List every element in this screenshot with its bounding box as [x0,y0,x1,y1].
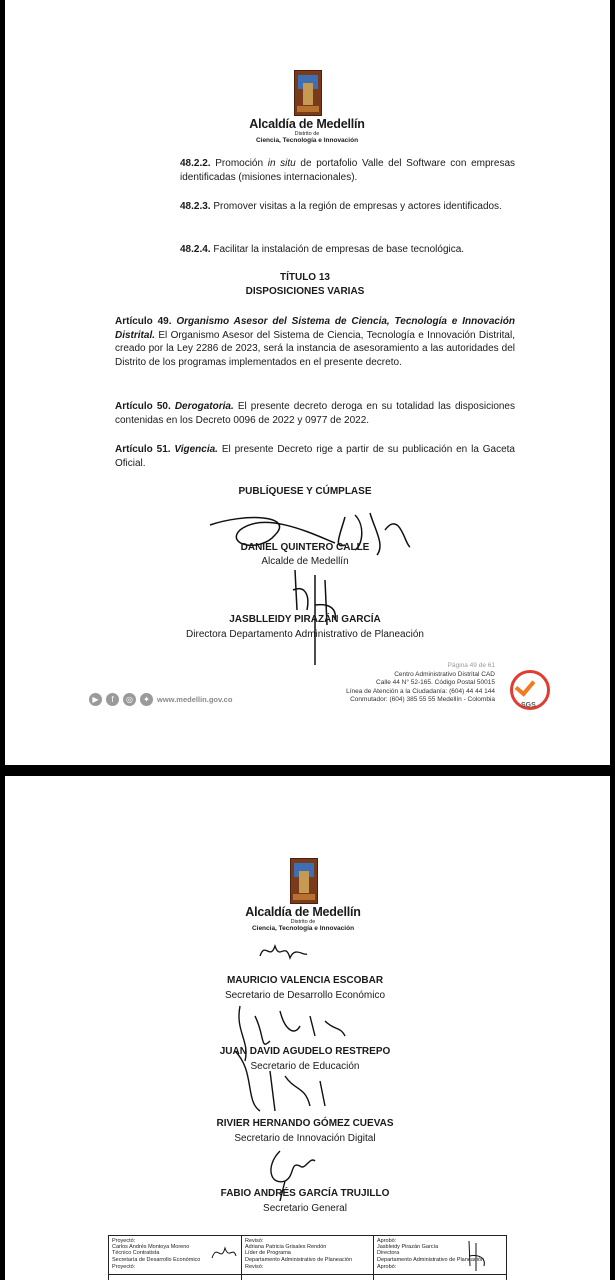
page-number: Página 49 de 61 [447,662,495,669]
letterhead-district-name: Ciencia, Tecnología e Innovación [255,137,359,144]
instagram-icon[interactable]: ◎ [123,693,136,706]
approval-approved: Aprobó: Jasbleidy Pirazán García Directora Departamento Administrativo de Planeación Aprobó: [373,1236,505,1280]
article-51: Artículo 51. Vigencia. El presente Decreto rige a partir de su publicación en la Gaceta Oficial. [115,444,515,469]
document-page-50 [5,776,610,1280]
signer-general-secretary: FABIO ANDRÉS GARCÍA TRUJILLO Secretario General [220,1188,390,1214]
facebook-icon[interactable]: f [106,693,119,706]
youtube-icon[interactable]: ▶ [89,693,102,706]
signer-digital-innovation-secretary: RIVIER HERNANDO GÓMEZ CUEVAS Secretario de Innovación Digital [216,1118,394,1144]
section-title: TÍTULO 13 DISPOSICIONES VARIAS [245,272,365,297]
sgs-label: SGS [521,702,536,709]
twitter-icon[interactable]: ✦ [140,693,153,706]
letterhead: Alcaldía de Medellín Distrito de Ciencia, Tecnología e Innovación [245,905,361,932]
website-link[interactable]: www.medellin.gov.co [157,695,233,704]
item-48-2-4: 48.2.4. Facilitar la instalación de empresas de base tecnológica. [180,244,465,255]
article-49: Artículo 49. Organismo Asesor del Sistema de Ciencia, Tecnología e Innovación Distrital. El Organismo Asesor del Sistema de Ciencia, Tecnología e Innovación Distrital, creado por la Ley 2286 de 2023, será la instancia de asesoramiento a las autoridades del Distrito de los programas implementados en el presente decreto. [115,316,515,368]
item-48-2-2: 48.2.2. Promoción in situ de portafolio Valle del Software con empresas identificadas (misiones internacionales). [180,158,516,183]
approval-row-divider [109,1274,506,1275]
item-48-2-3: 48.2.3. Promover visitas a la región de empresas y actores identificados. [180,201,502,212]
signer-education-secretary: JUAN DAVID AGUDELO RESTREPO Secretario de Educación [219,1046,391,1072]
letterhead-district-prefix: Distrito de [294,131,320,137]
signature-approver [464,1238,494,1274]
approval-projected: Proyectó: Carlos Andrés Montoya Moreno Técnico Contratista Secretaría de Desarrollo Económico Proyectó: [112,1238,201,1270]
signer-mayor: DANIEL QUINTERO CALLE Alcalde de Medellín [240,542,370,567]
footer-address: Página 49 de 61 Centro Administrativo Distrital CAD Calle 44 N° 52-165. Código Postal 50015 Línea de Atención a la Ciudadanía: (604) 44 44 144 Conmutador: (604) 385 55 55 Medellín - Colombia [305,662,495,705]
signature-economic-secretary [255,936,315,966]
signature-reviewer [209,1238,239,1268]
document-page-49 [5,0,610,765]
coat-of-arms-logo [294,70,322,116]
letterhead [207,117,407,144]
closing-formula: PUBLÍQUESE Y CÚMPLASE [238,486,372,497]
approval-reviewed: Revisó: Adriana Patricia Grisales Rendón Líder de Programa Departamento Administrativo de Planeación Revisó: [241,1236,373,1280]
article-50: Artículo 50. Derogatoria. El presente decreto deroga en su totalidad las disposiciones contenidas en los Decreto 0096 de 2022 y 0977 de 2022. [115,401,515,426]
signer-planning-director: JASBLLEIDY PIRAZÁN GARCÍA Directora Departamento Administrativo de Planeación [186,614,424,640]
approval-table [108,1235,507,1280]
coat-of-arms-logo [290,858,318,904]
signer-economic-secretary: MAURICIO VALENCIA ESCOBAR Secretario de Desarrollo Económico [224,975,386,1001]
letterhead-city: Alcaldía de Medellín [249,117,365,131]
